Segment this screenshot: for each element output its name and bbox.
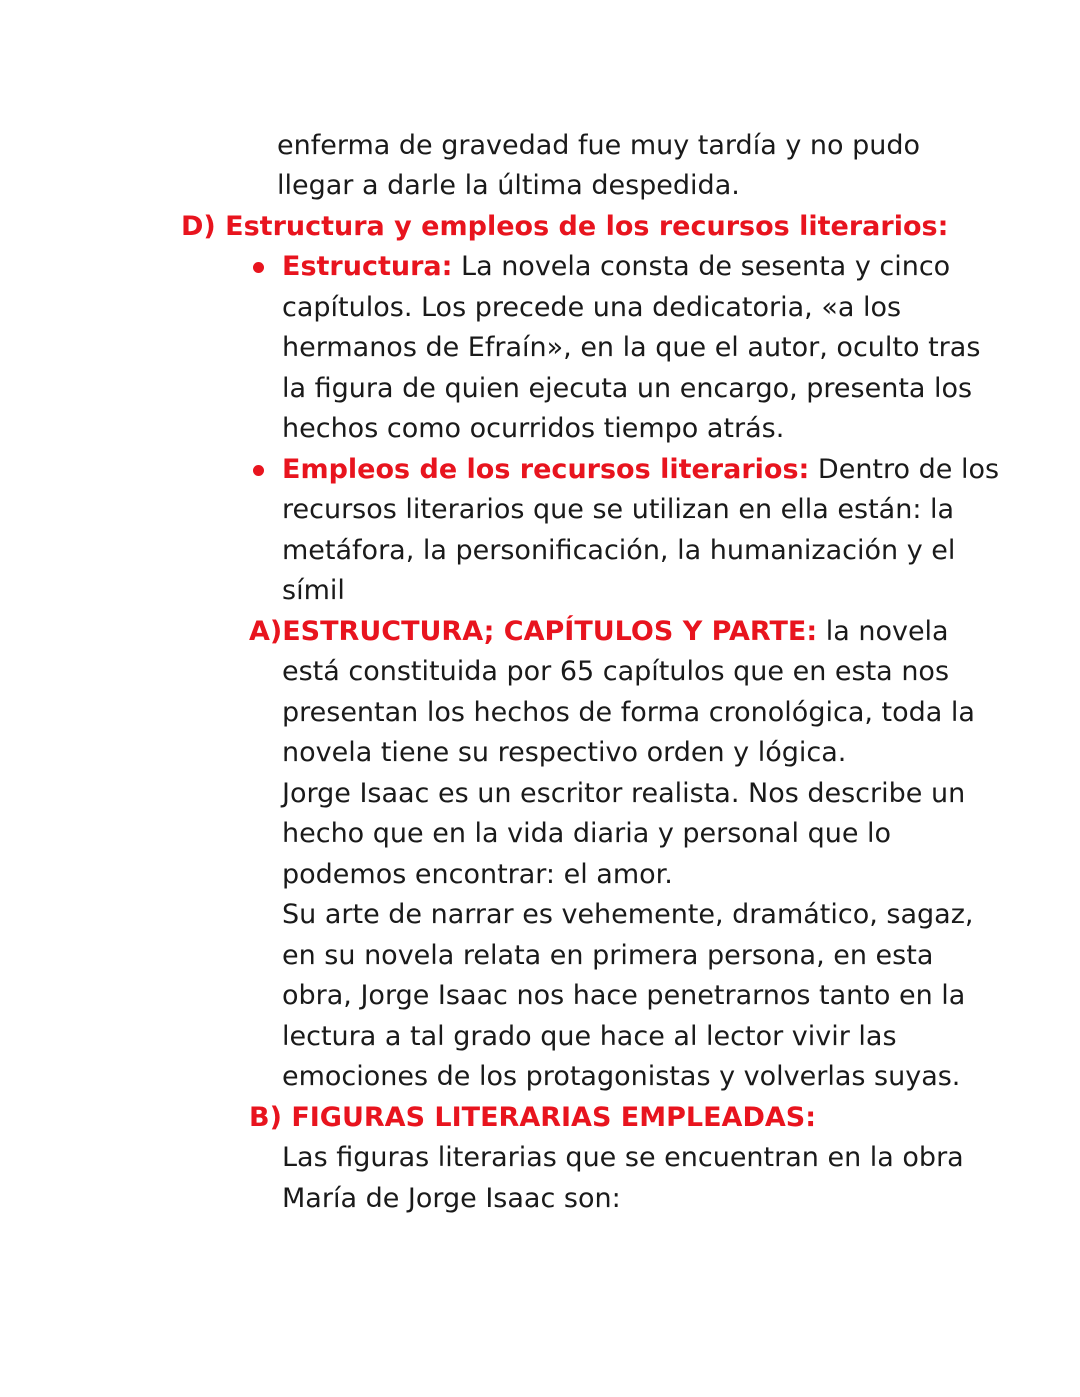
body-line: emociones de los protagonistas y volverlas suyas. (282, 1061, 961, 1092)
body-line: llegar a darle la última despedida. (277, 170, 740, 201)
body-line: símil (282, 575, 345, 606)
body-line: hermanos de Efraín», en la que el autor, oculto tras (282, 332, 981, 363)
body-line: presentan los hechos de forma cronológica, toda la (282, 697, 975, 728)
body-line: podemos encontrar: el amor. (282, 859, 673, 890)
subsection-a-first-line (249, 612, 949, 653)
body-line: la figura de quien ejecuta un encargo, presenta los (282, 373, 973, 404)
body-line: hechos como ocurridos tiempo atrás. (282, 413, 785, 444)
bullet-estructura-first-line (282, 247, 950, 288)
bullet-recursos-first-line (282, 450, 999, 491)
body-line: Su arte de narrar es vehemente, dramático, sagaz, (282, 899, 974, 930)
section-d-heading: D) Estructura y empleos de los recursos literarios: (181, 211, 949, 242)
body-line: lectura a tal grado que hace al lector vivir las (282, 1021, 897, 1052)
body-line: obra, Jorge Isaac nos hace penetrarnos tanto en la (282, 980, 966, 1011)
bullet-icon (253, 465, 264, 476)
body-line: metáfora, la personificación, la humanización y el (282, 535, 956, 566)
bullet-text: La novela consta de sesenta y cinco (452, 251, 951, 282)
bullet-label: Empleos de los recursos literarios: (282, 454, 810, 485)
body-line: enferma de gravedad fue muy tardía y no pudo (277, 130, 921, 161)
bullet-text: Dentro de los (809, 454, 1000, 485)
body-line: capítulos. Los precede una dedicatoria, «a los (282, 292, 902, 323)
body-line: está constituida por 65 capítulos que en esta nos (282, 656, 950, 687)
body-line: Jorge Isaac es un escritor realista. Nos describe un (282, 778, 966, 809)
body-line: recursos literarios que se utilizan en ella están: la (282, 494, 955, 525)
subsection-a-label: A)ESTRUCTURA; CAPÍTULOS Y PARTE: (249, 616, 818, 647)
bullet-icon (253, 262, 264, 273)
subsection-b-label: B) FIGURAS LITERARIAS EMPLEADAS: (249, 1102, 816, 1133)
body-line: en su novela relata en primera persona, en esta (282, 940, 934, 971)
body-line: María de Jorge Isaac son: (282, 1183, 621, 1214)
body-line: novela tiene su respectivo orden y lógica. (282, 737, 847, 768)
bullet-label: Estructura: (282, 251, 453, 282)
body-line: hecho que en la vida diaria y personal que lo (282, 818, 892, 849)
subsection-a-text: la novela (817, 616, 949, 647)
body-line: Las figuras literarias que se encuentran en la obra (282, 1142, 964, 1173)
